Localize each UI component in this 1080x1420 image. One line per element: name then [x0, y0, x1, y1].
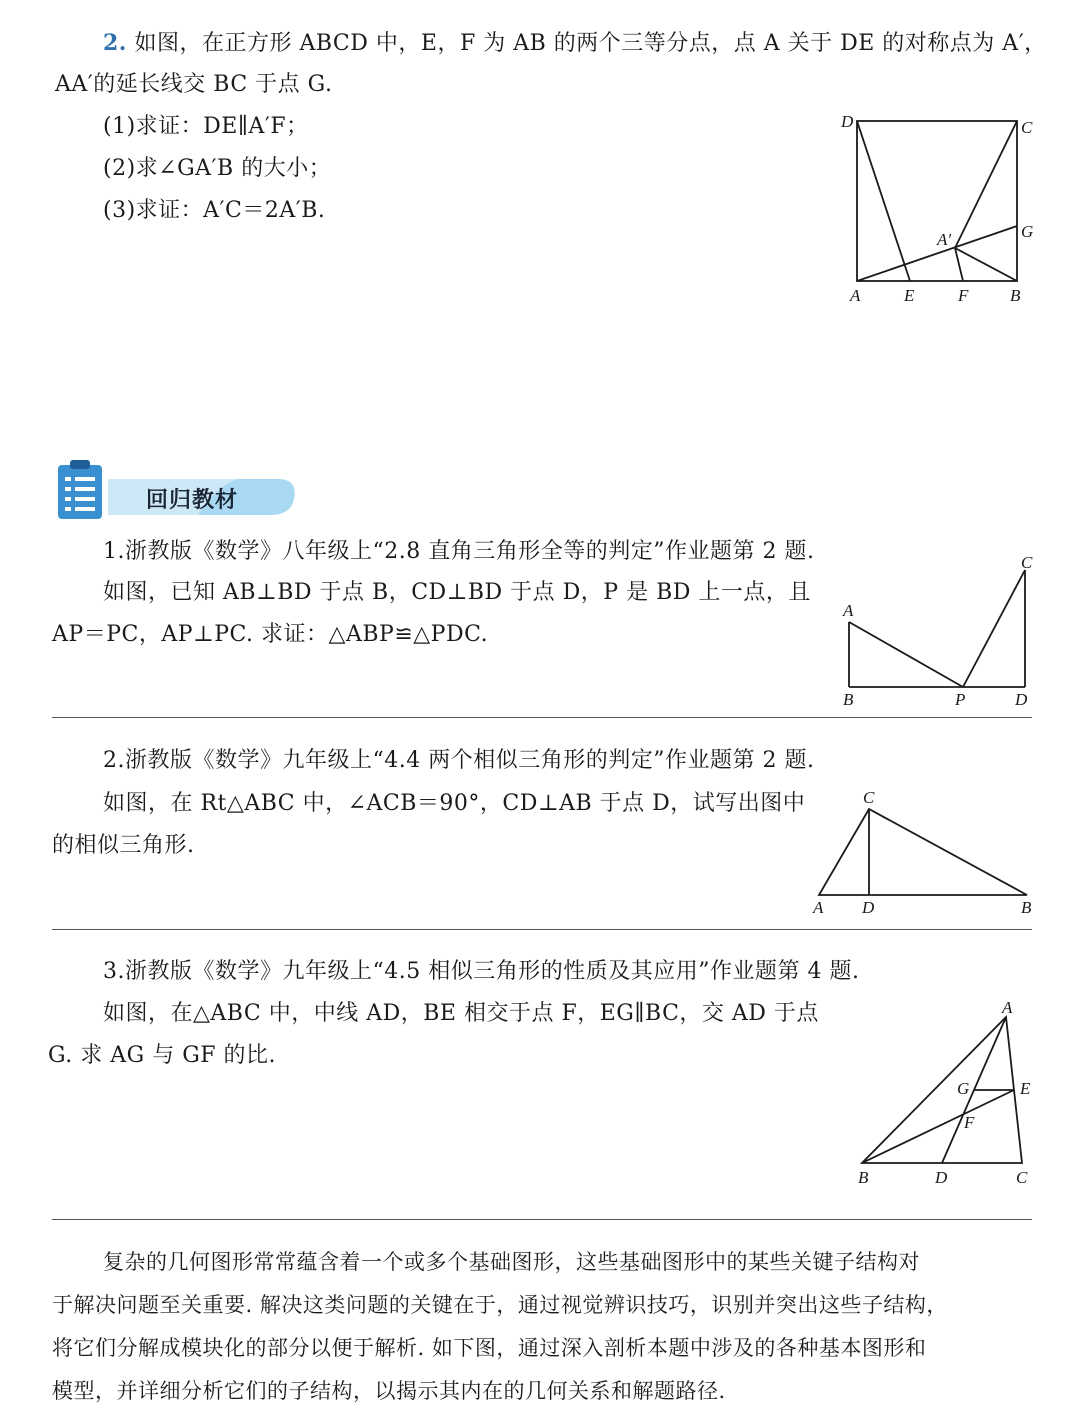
label-g: G — [1021, 222, 1034, 241]
summary-line-2: 于解决问题至关重要. 解决这类问题的关键在于，通过视觉辨识技巧，识别并突出这些子结构， — [52, 1293, 948, 1317]
median-be — [862, 1090, 1014, 1163]
label-a: A — [850, 286, 861, 305]
label-c: C — [1021, 118, 1033, 137]
label-d: D — [935, 1168, 948, 1187]
problem-2-sub-2: (2)求∠GA′B 的大小； — [103, 156, 332, 181]
problem-2-text: 如图，在正方形 ABCD 中，E，F 为 AB 的两个三等分点，点 A 关于 DE 的对称点为 A′， — [134, 31, 1047, 56]
item-3-source: 3.浙教版《数学》九年级上“4.5 相似三角形的性质及其应用”作业题第 4 题. — [103, 959, 860, 984]
label-b: B — [843, 690, 854, 709]
label-f: F — [958, 286, 969, 305]
segment-de — [857, 121, 910, 281]
summary-line-4: 模型，并详细分析它们的子结构，以揭示其内在的几何关系和解题路径. — [52, 1379, 726, 1403]
problem-2-sub-1: (1)求证：DE∥A′F； — [103, 114, 309, 139]
label-c: C — [1016, 1168, 1028, 1187]
item-3-line-2: G. 求 AG 与 GF 的比. — [48, 1043, 277, 1068]
right-triangle-figure — [805, 785, 1045, 920]
label-b: B — [1021, 898, 1032, 917]
label-c: C — [1021, 553, 1033, 572]
segment-apf — [955, 248, 963, 281]
problem-2-sub-3: (3)求证：A′C＝2A′B. — [103, 198, 326, 223]
label-b: B — [858, 1168, 869, 1187]
item-2-line-1: 如图，在 Rt△ABC 中，∠ACB＝90°，CD⊥AB 于点 D，试写出图中 — [103, 791, 806, 816]
item-1-line-2: AP＝PC，AP⊥PC. 求证：△ABP≌△PDC. — [52, 622, 489, 647]
label-p: P — [955, 690, 966, 709]
label-a: A — [813, 898, 824, 917]
square-abcd — [857, 121, 1017, 281]
label-g: G — [957, 1079, 970, 1098]
label-a: A — [843, 601, 854, 620]
clipboard-list-icon — [58, 460, 102, 519]
square-figure — [835, 105, 1055, 310]
congruent-triangles-figure — [835, 548, 1045, 713]
label-c: C — [863, 788, 875, 807]
label-f: F — [964, 1113, 975, 1132]
label-e: E — [1020, 1079, 1031, 1098]
item-1-source: 1.浙教版《数学》八年级上“2.8 直角三角形全等的判定”作业题第 2 题. — [103, 539, 815, 564]
label-b: B — [1010, 286, 1021, 305]
problem-number: 2. — [103, 30, 127, 56]
summary-line-3: 将它们分解成模块化的部分以便于解析. 如下图，通过深入剖析本题中涉及的各种基本图形和 — [52, 1336, 927, 1360]
problem-2-line-2: AA′的延长线交 BC 于点 G. — [55, 72, 333, 97]
section-title: 回归教材 — [146, 488, 239, 513]
label-a-prime: A′ — [937, 230, 952, 249]
label-e: E — [904, 286, 915, 305]
segment-pc — [963, 570, 1025, 687]
divider-2 — [52, 929, 1032, 930]
label-a: A — [1002, 998, 1013, 1017]
item-2-source: 2.浙教版《数学》九年级上“4.4 两个相似三角形的判定”作业题第 2 题. — [103, 748, 815, 773]
item-3-line-1: 如图，在△ABC 中，中线 AD，BE 相交于点 F，EG∥BC，交 AD 于点 — [103, 1001, 819, 1026]
label-d: D — [862, 898, 875, 917]
segment-apb — [955, 248, 1017, 281]
label-d: D — [1015, 690, 1028, 709]
label-d: D — [841, 112, 854, 131]
median-triangle-figure — [850, 995, 1050, 1195]
summary-line-1: 复杂的几何图形常常蕴含着一个或多个基础图形，这些基础图形中的某些关键子结构对 — [103, 1250, 920, 1274]
item-2-line-2: 的相似三角形. — [52, 833, 195, 858]
problem-2-line-1 — [103, 28, 1047, 59]
segment-ap — [849, 622, 963, 687]
item-1-line-1: 如图，已知 AB⊥BD 于点 B，CD⊥BD 于点 D，P 是 BD 上一点，且 — [103, 580, 811, 605]
divider-1 — [52, 717, 1032, 718]
triangle-abc — [819, 809, 1027, 895]
divider-3 — [52, 1219, 1032, 1220]
